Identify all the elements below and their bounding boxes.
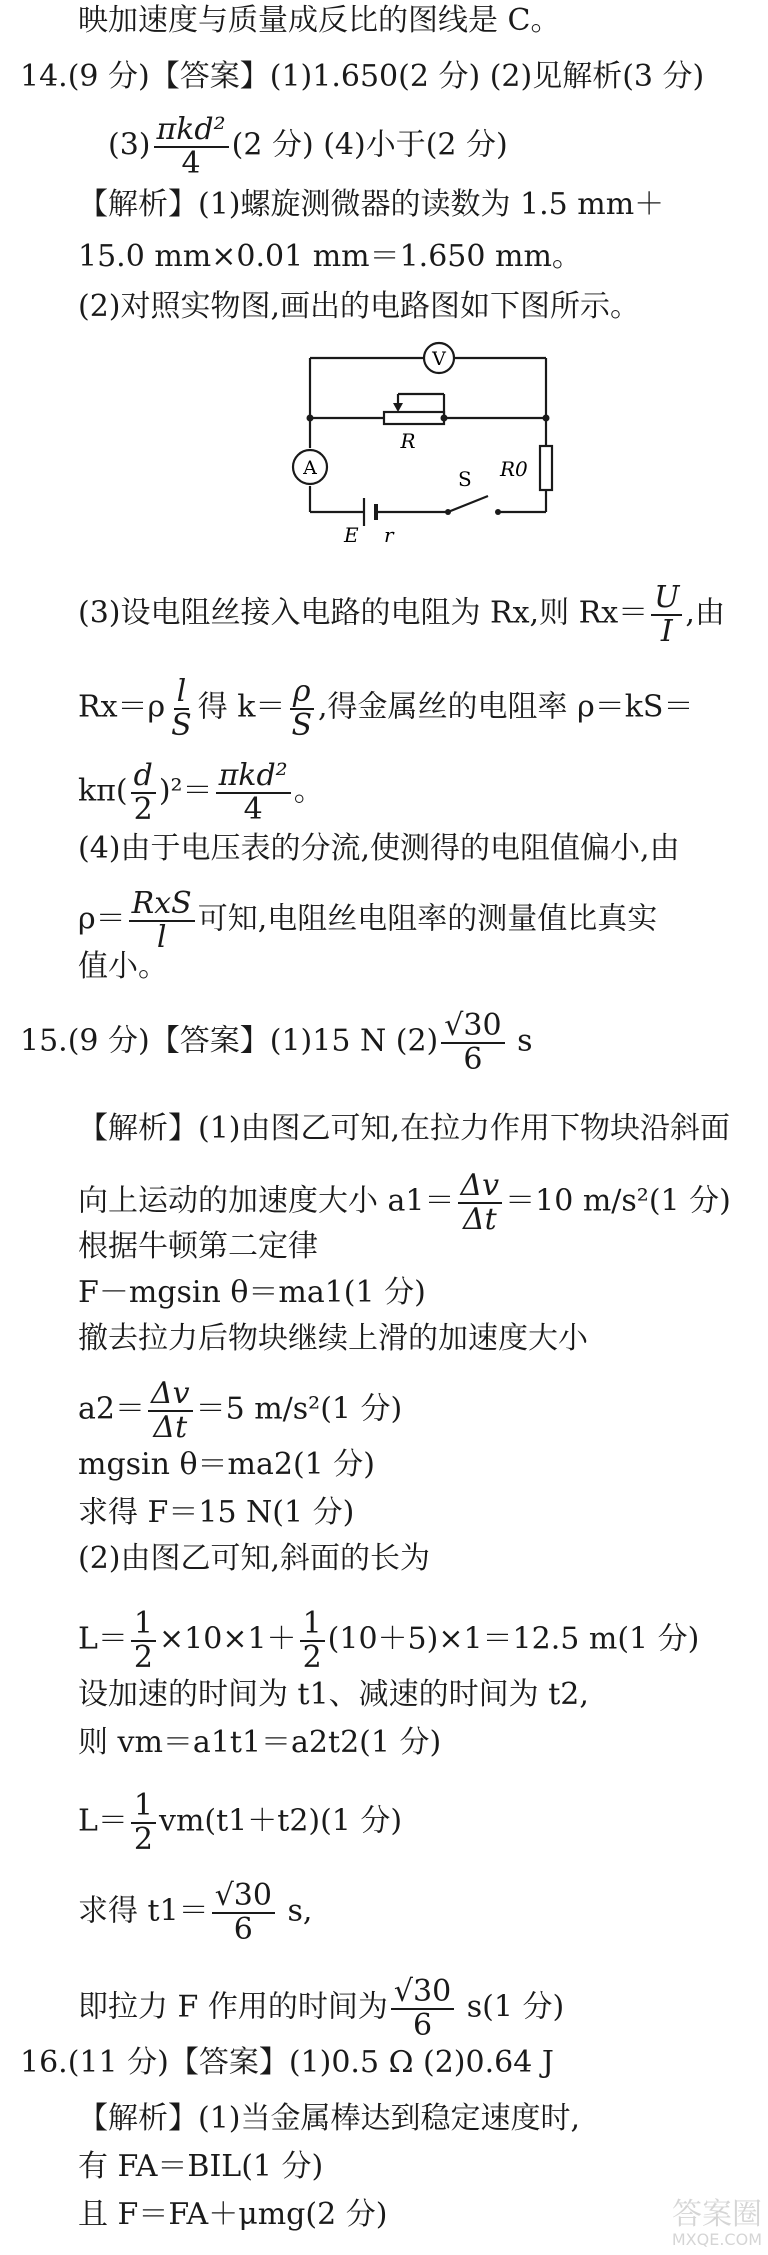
fraction: $\frac{\rho}{S}$ (291, 674, 312, 743)
svg-text:V: V (432, 348, 446, 370)
fraction: $\frac{1}{2}$ (131, 1608, 156, 1673)
svg-text:S: S (458, 467, 472, 491)
switch-icon (445, 467, 501, 515)
fraction: $\frac{\text{πkd²}}{4}$ (216, 760, 291, 825)
analysis-line: 设加速的时间为 t1、减速的时间为 t2, (78, 1677, 589, 1712)
fraction: $\frac{\text{RxS}}{l}$ (129, 888, 195, 953)
watermark-logo: 答案圈 MXQE.COM (671, 2197, 762, 2249)
analysis-line: 则 vm＝a1t1＝a2t2(1 分) (78, 1725, 442, 1760)
analysis-line: Rx＝ρ $\frac{l}{S}$ 得 k＝ $\frac{\rho}{S}$ ,得金属丝的电阻率 ρ＝kS＝ (78, 674, 694, 743)
analysis-line: 求得 t1＝ $\frac{√30}{6}$ s, (78, 1878, 313, 1947)
fraction: $\frac{\Delta v}{\Delta t}$ (458, 1170, 503, 1235)
question-14-header (20, 58, 704, 96)
battery-icon (343, 498, 395, 547)
fraction: $\frac{U}{I}$ (651, 582, 682, 647)
fraction: $\frac{√30}{6}$ (441, 1010, 504, 1075)
analysis-line: (3)设电阻丝接入电路的电阻为 Rx,则 Rx＝ $\frac{U}{I}$ ,由 (78, 580, 725, 649)
junction-dot (441, 415, 448, 422)
voltmeter-icon (424, 343, 454, 373)
analysis-line: (2)由图乙可知,斜面的长为 (78, 1541, 431, 1576)
fraction: $\frac{1}{2}$ (300, 1608, 325, 1673)
answer-line: (3) $\frac{\text{πkd²}}{4}$ (2 分) (4)小于(2 分) (108, 112, 508, 181)
resistor-r0-icon (499, 446, 552, 490)
junction-dot (543, 415, 550, 422)
ammeter-icon (293, 450, 327, 484)
fraction: $\frac{√30}{6}$ (391, 1976, 454, 2041)
svg-text:r: r (384, 523, 394, 547)
analysis-line: 求得 F＝15 N(1 分) (78, 1495, 355, 1530)
analysis-line: 【解析】(1)当金属棒达到稳定速度时, (78, 2101, 581, 2136)
text-line: 映加速度与质量成反比的图线是 C。 (78, 3, 561, 38)
answer-summary: (9 分)【答案】(1)15 N (2) (67, 1023, 439, 1059)
question-number: 16. (20, 2045, 68, 2080)
analysis-line: mgsin θ＝ma2(1 分) (78, 1447, 376, 1482)
analysis-line: 值小。 (78, 949, 168, 984)
analysis-line: 向上运动的加速度大小 a1＝ $\frac{\Delta v}{\Delta t}$ ＝10 m/s²(1 分) (78, 1168, 731, 1237)
analysis-line: 15.0 mm×0.01 mm＝1.650 mm。 (78, 239, 582, 274)
analysis-line: kπ( $\frac{d}{2}$ )²＝ $\frac{\text{πkd²}}{4}$ 。 (78, 758, 324, 827)
question-16-header (20, 2044, 554, 2082)
analysis-line: 且 F＝FA＋μmg(2 分) (78, 2197, 388, 2232)
analysis-line: 【解析】(1)螺旋测微器的读数为 1.5 mm＋ (78, 187, 665, 222)
answer-summary: (9 分)【答案】(1)1.650(2 分) (2)见解析(3 分) (67, 59, 705, 94)
analysis-line: a2＝ $\frac{\Delta v}{\Delta t}$ ＝5 m/s²(1 分) (78, 1376, 403, 1445)
rheostat-icon (384, 403, 444, 453)
analysis-line: L＝ $\frac{1}{2}$ vm(t1＋t2)(1 分) (78, 1788, 403, 1857)
question-15-header: 15.(9 分)【答案】(1)15 N (2) $\frac{√30}{6}$ s (20, 1008, 533, 1077)
analysis-line: F－mgsin θ＝ma1(1 分) (78, 1275, 426, 1310)
fraction: $\frac{\Delta v}{\Delta t}$ (148, 1378, 193, 1443)
analysis-line: L＝ $\frac{1}{2}$ ×10×1＋ $\frac{1}{2}$ (10＋5)×1＝12.5 m(1 分) (78, 1606, 700, 1675)
svg-text:A: A (303, 457, 317, 479)
question-number: 14. (20, 59, 68, 94)
analysis-line: (4)由于电压表的分流,使测得的电阻值偏小,由 (78, 831, 680, 866)
analysis-line: 【解析】(1)由图乙可知,在拉力作用下物块沿斜面 (78, 1111, 731, 1146)
circuit-diagram (280, 336, 580, 548)
analysis-line: 有 FA＝BIL(1 分) (78, 2149, 324, 2184)
fraction: $\frac{1}{2}$ (131, 1790, 156, 1855)
analysis-line: (2)对照实物图,画出的电路图如下图所示。 (78, 289, 641, 324)
answer-summary: (11 分)【答案】(1)0.5 Ω (2)0.64 J (67, 2045, 554, 2080)
question-number: 15. (20, 1023, 68, 1059)
fraction: $\frac{d}{2}$ (131, 760, 156, 825)
fraction: $\frac{√30}{6}$ (212, 1880, 275, 1945)
analysis-line: 根据牛顿第二定律 (78, 1229, 318, 1264)
svg-text:R0: R0 (500, 457, 528, 481)
analysis-line: ρ＝ $\frac{\text{RxS}}{l}$ 可知,电阻丝电阻率的测量值比真实 (78, 886, 658, 955)
analysis-line: 撤去拉力后物块继续上滑的加速度大小 (78, 1321, 588, 1356)
fraction: $\frac{l}{S}$ (171, 674, 192, 743)
junction-dot (307, 415, 314, 422)
svg-text:E: E (344, 523, 359, 547)
analysis-line: 即拉力 F 作用的时间为 $\frac{√30}{6}$ s(1 分) (78, 1974, 565, 2043)
fraction: $\frac{\text{πkd²}}{4}$ (154, 114, 229, 179)
svg-text:R: R (400, 429, 416, 453)
